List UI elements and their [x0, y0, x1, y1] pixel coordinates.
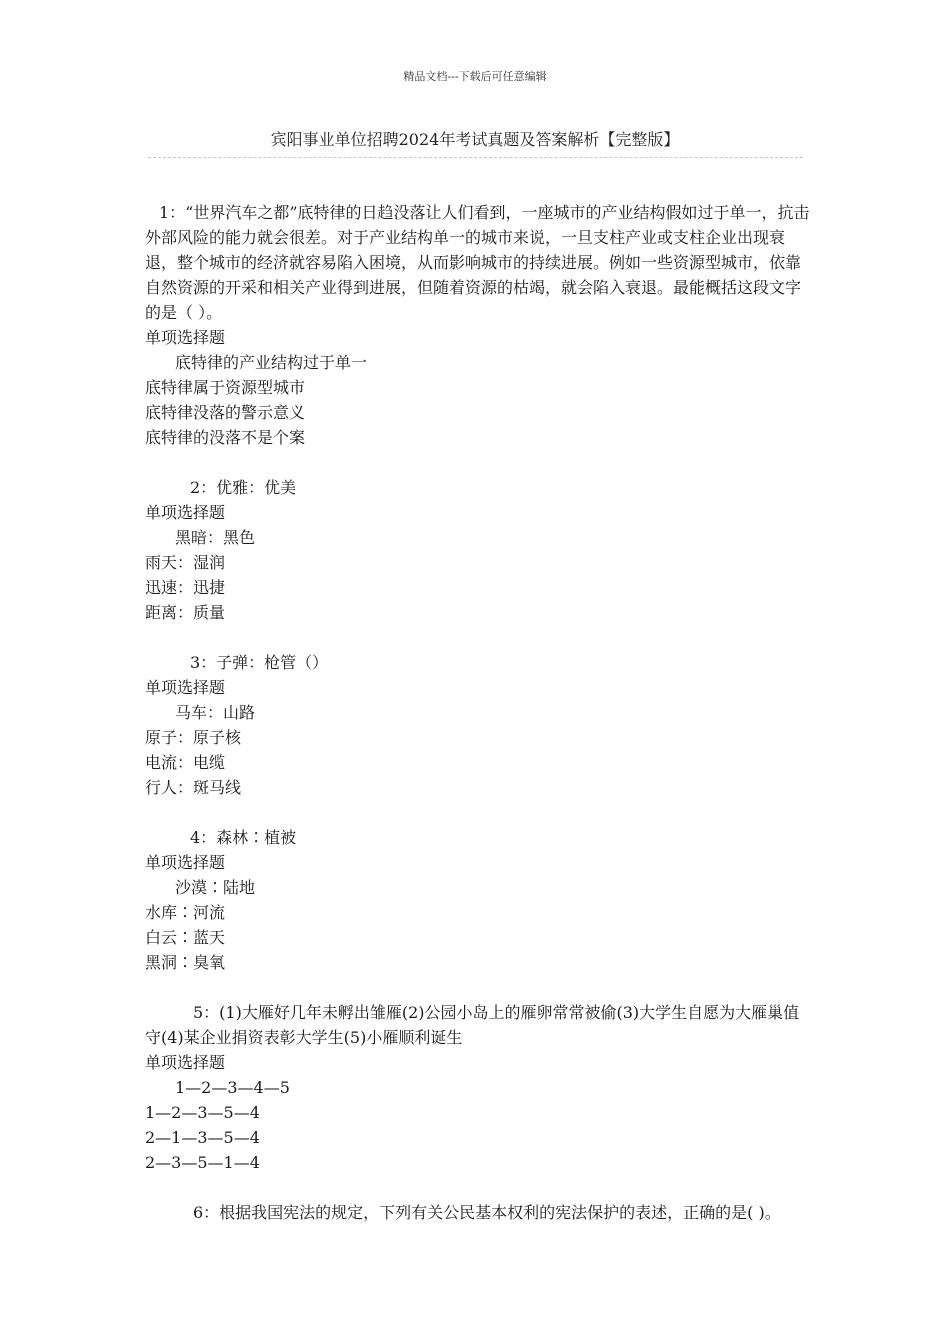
option-b[interactable]: 雨天：湿润 — [145, 553, 226, 572]
question-type: 单项选择题 — [145, 503, 226, 522]
question-2 — [145, 475, 815, 625]
option-c[interactable]: 电流：电缆 — [145, 753, 226, 772]
question-type: 单项选择题 — [145, 678, 226, 697]
option-a[interactable]: 1—2—3—4—5 — [175, 1078, 290, 1097]
option-d[interactable]: 底特律的没落不是个案 — [145, 428, 306, 447]
question-stem: 6：根据我国宪法的规定，下列有关公民基本权利的宪法保护的表述，正确的是( )。 — [193, 1203, 781, 1222]
question-3 — [145, 650, 815, 800]
option-d[interactable]: 2—3—5—1—4 — [145, 1153, 260, 1172]
option-d[interactable]: 行人：斑马线 — [145, 778, 242, 797]
question-5 — [145, 1000, 815, 1175]
option-b[interactable]: 1—2—3—5—4 — [145, 1103, 260, 1122]
option-c[interactable]: 2—1—3—5—4 — [145, 1128, 260, 1147]
option-a[interactable]: 底特律的产业结构过于单一 — [175, 353, 368, 372]
question-type: 单项选择题 — [145, 853, 226, 872]
question-type: 单项选择题 — [145, 328, 226, 347]
question-stem: 4：森林∶植被 — [190, 828, 297, 847]
option-d[interactable]: 距离：质量 — [145, 603, 226, 622]
question-stem: 5：(1)大雁好几年未孵出雏雁(2)公园小岛上的雁卵常常被偷(3)大学生自愿为大雁巢值守(4)某企业捐资表彰大学生(5)小雁顺利诞生 — [145, 1003, 800, 1047]
option-b[interactable]: 水库∶河流 — [145, 903, 226, 922]
question-1 — [145, 200, 815, 450]
spacer — [145, 625, 815, 650]
spacer — [145, 975, 815, 1000]
spacer — [145, 450, 815, 475]
question-stem: 3：子弹：枪管（） — [190, 653, 329, 672]
question-stem: 2：优雅：优美 — [190, 478, 297, 497]
question-4 — [145, 825, 815, 975]
header-note: 精品文档---下载后可任意编辑 — [403, 70, 547, 83]
option-a[interactable]: 沙漠∶陆地 — [175, 878, 256, 897]
option-c[interactable]: 底特律没落的警示意义 — [145, 403, 306, 422]
option-b[interactable]: 底特律属于资源型城市 — [145, 378, 306, 397]
title-divider — [148, 157, 803, 158]
option-d[interactable]: 黑洞∶臭氧 — [145, 953, 226, 972]
spacer — [145, 800, 815, 825]
option-c[interactable]: 白云∶蓝天 — [145, 928, 226, 947]
option-a[interactable]: 黑暗：黑色 — [175, 528, 256, 547]
option-a[interactable]: 马车：山路 — [175, 703, 256, 722]
question-list — [145, 200, 815, 1225]
question-type: 单项选择题 — [145, 1053, 226, 1072]
spacer — [145, 1175, 815, 1200]
question-stem: 1：“世界汽车之都”底特律的日趋没落让人们看到，一座城市的产业结构假如过于单一，抗击外部风险的能力就会很差。对于产业结构单一的城市来说，一旦支柱产业或支柱企业出现衰退，整个城市的经济就容易陷入困境，从而影响城市的持续进展。例如一些资源型城市，依靠自然资源的开采和相关产业得到进展，但随着资源的枯竭，就会陷入衰退。最能概括这段文字的是（ ）。 — [145, 203, 810, 322]
document-title: 宾阳事业单位招聘2024年考试真题及答案解析【完整版】 — [270, 130, 680, 149]
question-6 — [145, 1200, 815, 1225]
option-b[interactable]: 原子：原子核 — [145, 728, 242, 747]
option-c[interactable]: 迅速：迅捷 — [145, 578, 226, 597]
